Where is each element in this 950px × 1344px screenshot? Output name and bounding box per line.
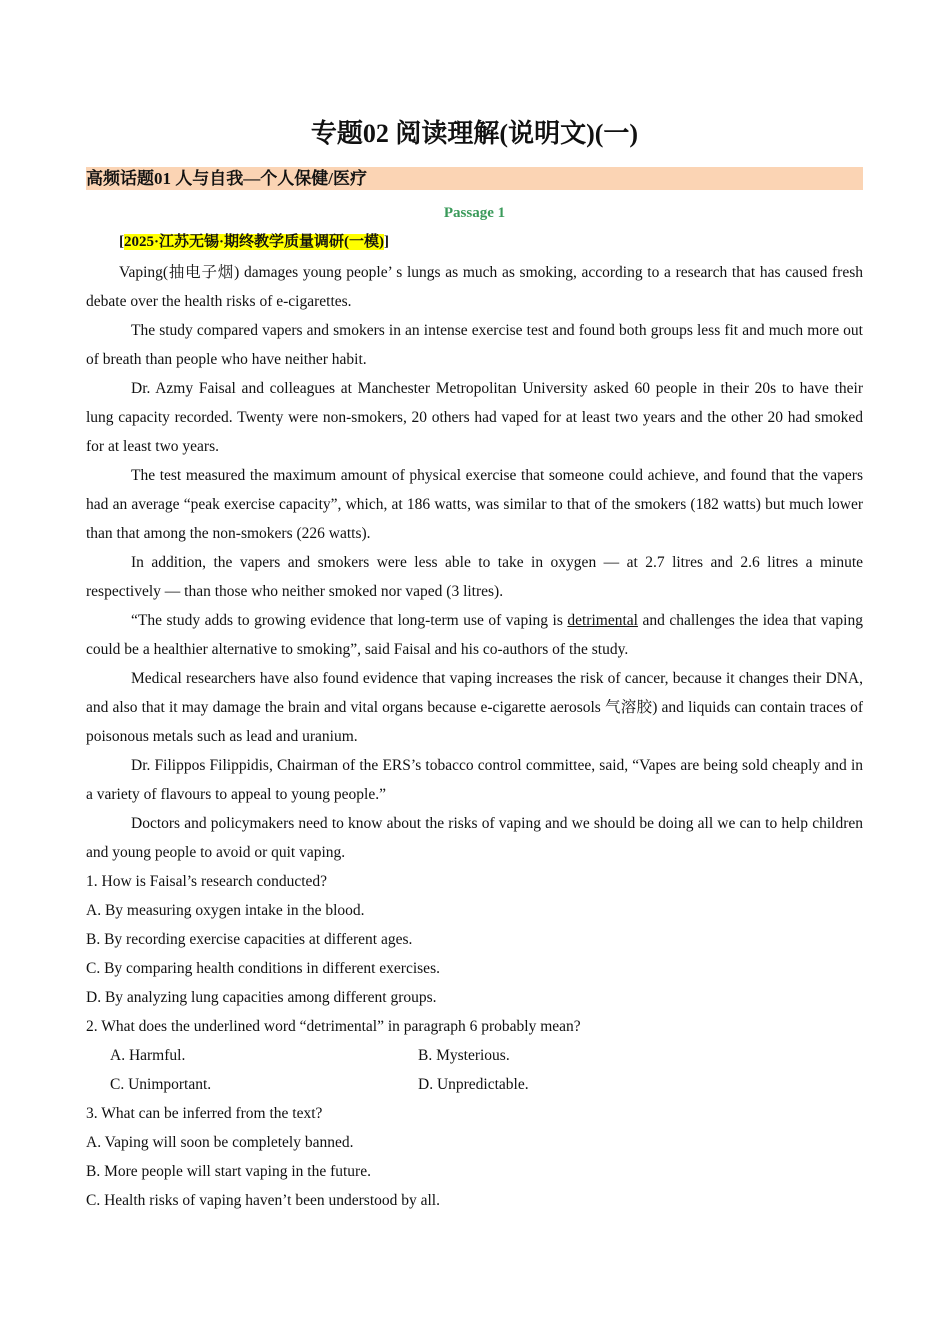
passage-label: Passage 1	[443, 205, 506, 221]
question-1-stem: 1. How is Faisal’s research conducted?	[86, 873, 328, 890]
paragraph-7: Medical researchers have also found evidence that vaping increases the risk of cancer, because it changes their DNA, and also that it may damage the brain and vital organs because e-cigarette aerosols 气溶胶) and liquids can contain traces of poisonous metals such as lead and uranium.	[86, 670, 863, 745]
passage-body	[86, 258, 863, 1215]
question-2-stem: 2. What does the underlined word “detrimental” in paragraph 6 probably mean?	[86, 1018, 581, 1035]
question-2-options-row-2	[110, 1070, 863, 1099]
underlined-word: detrimental	[567, 612, 638, 629]
question-3-option-c: C. Health risks of vaping haven’t been understood by all.	[86, 1192, 440, 1209]
paragraph-9: Doctors and policymakers need to know about the risks of vaping and we should be doing all we can to help children and young people to avoid or quit vaping.	[86, 815, 863, 861]
question-3-option-a: A. Vaping will soon be completely banned.	[86, 1134, 354, 1151]
question-2-option-a: A. Harmful.	[110, 1047, 186, 1064]
paragraph-6	[86, 606, 863, 664]
paragraph-6-end: and challenges the idea that vaping could be a healthier alternative to smoking”, said Faisal and his co-authors of the study.	[86, 612, 863, 658]
question-2-options-row-1	[110, 1041, 863, 1070]
question-2-option-c: C. Unimportant.	[110, 1076, 212, 1093]
paragraph-1: Vaping(抽电子烟) damages young people’ s lungs as much as smoking, according to a research that has caused fresh debate over the health risks of e-cigarettes.	[86, 264, 863, 310]
paragraph-4: The test measured the maximum amount of physical exercise that someone could achieve, and found that the vapers had an average “peak exercise capacity”, which, at 186 watts, was similar to that of the smokers (182 watts) but much lower than that among the non-smokers (226 watts).	[86, 467, 863, 542]
paragraph-2: The study compared vapers and smokers in an intense exercise test and found both groups less fit and much more out of breath than people who have neither habit.	[86, 322, 863, 368]
question-3-stem: 3. What can be inferred from the text?	[86, 1105, 323, 1122]
source-highlight: 2025·江苏无锡·期终教学质量调研(一模)	[124, 234, 384, 250]
question-1-option-c: C. By comparing health conditions in different exercises.	[86, 960, 440, 977]
topic-heading: 高频话题01 人与自我—个人保健/医疗	[86, 167, 863, 190]
source-bracket-open: [	[119, 234, 124, 250]
question-1-option-d: D. By analyzing lung capacities among different groups.	[86, 989, 437, 1006]
question-2-option-b: B. Mysterious.	[418, 1047, 510, 1064]
paragraph-5: In addition, the vapers and smokers were less able to take in oxygen — at 2.7 litres and 2.6 litres a minute respectively — than those who neither smoked nor vaped (3 litres).	[86, 554, 863, 600]
paragraph-3: Dr. Azmy Faisal and colleagues at Manchester Metropolitan University asked 60 people in their 20s to have their lung capacity recorded. Twenty were non-smokers, 20 others had vaped for at least two years and the other 20 had smoked for at least two years.	[86, 380, 863, 455]
page-title: 专题02 阅读理解(说明文)(一)	[310, 119, 639, 148]
question-1-option-b: B. By recording exercise capacities at different ages.	[86, 931, 413, 948]
question-2-option-d: D. Unpredictable.	[418, 1076, 529, 1093]
question-3-option-b: B. More people will start vaping in the future.	[86, 1163, 371, 1180]
source-bracket-close: ]	[384, 234, 389, 250]
paragraph-6-start: “The study adds to growing evidence that long-term use of vaping is	[131, 612, 568, 629]
paragraph-8: Dr. Filippos Filippidis, Chairman of the ERS’s tobacco control committee, said, “Vapes are being sold cheaply and in a variety of flavours to appeal to young people.”	[86, 757, 863, 803]
source-tag	[119, 231, 389, 253]
question-1-option-a: A. By measuring oxygen intake in the blood.	[86, 902, 365, 919]
